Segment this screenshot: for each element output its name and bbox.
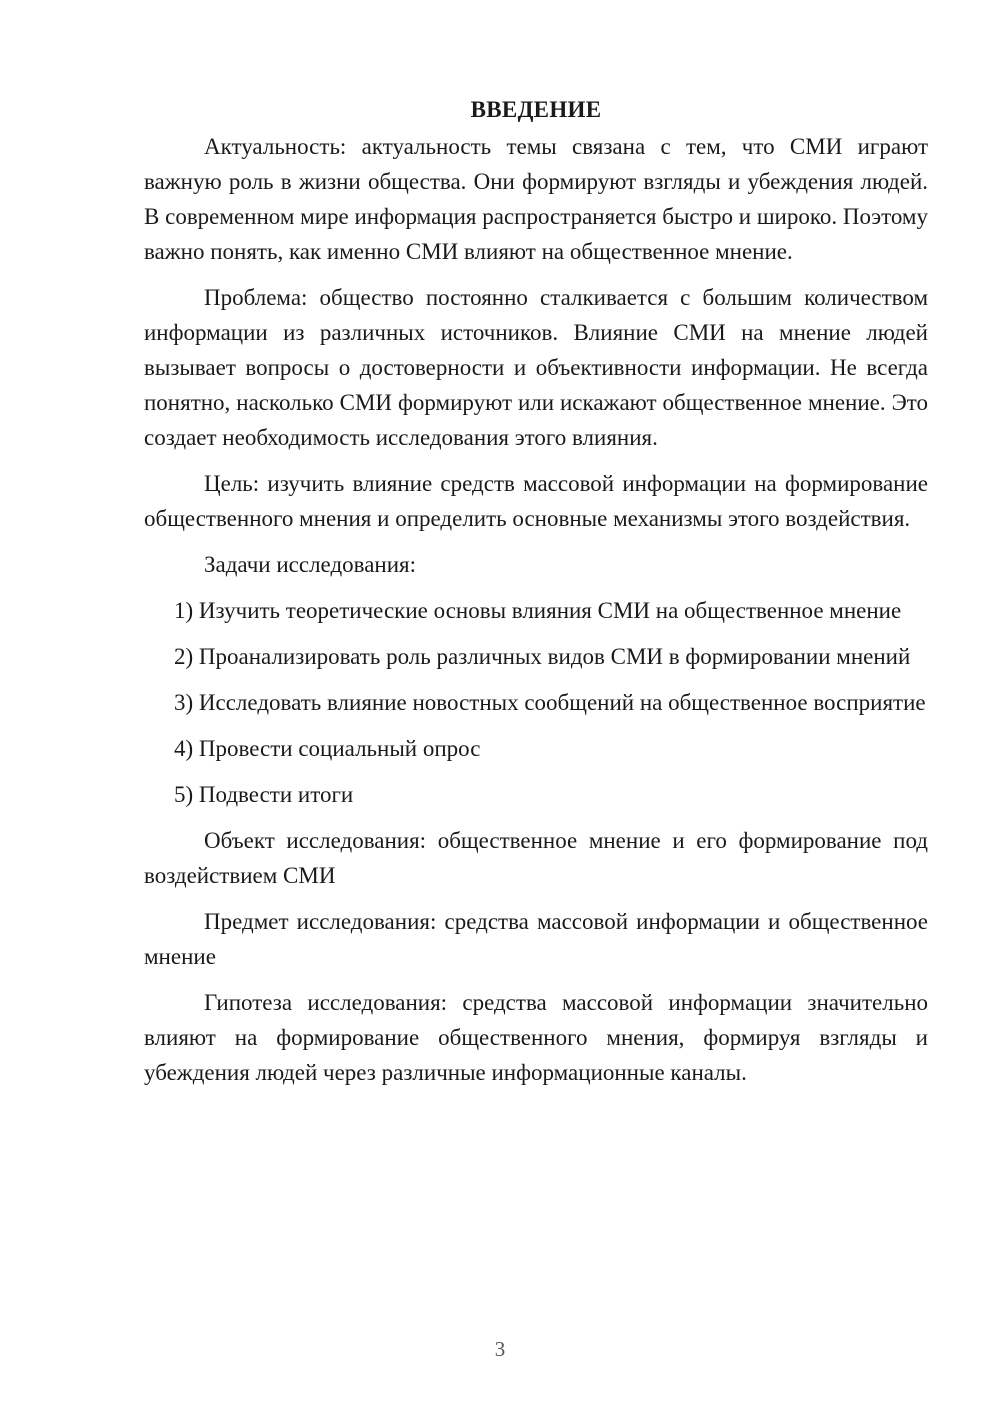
task-item: 2) Проанализировать роль различных видов СМИ в формировании мнений [174,644,911,669]
subject-paragraph: Предмет исследования: средства массовой информации и общественное мнение [144,909,928,969]
hypothesis-paragraph: Гипотеза исследования: средства массовой информации значительно влияют на формирование общественного мнения, формируя взгляды и убеждения людей через различные информационные каналы. [144,990,928,1085]
object-paragraph: Объект исследования: общественное мнение и его формирование под воздействием СМИ [144,828,928,888]
page-title: ВВЕДЕНИЕ [470,97,602,122]
page-content [144,92,928,1101]
task-item: 4) Провести социальный опрос [174,736,481,761]
task-item: 5) Подвести итоги [174,782,354,807]
relevance-paragraph: Актуальность: актуальность темы связана с тем, что СМИ играют важную роль в жизни общества. Они формируют взгляды и убеждения людей. В современном мире информация распространяется быстро и широко. Поэтому важно понять, как именно СМИ влияют на общественное мнение. [144,134,928,264]
tasks-heading: Задачи исследования: [204,552,417,577]
task-item: 1) Изучить теоретические основы влияния СМИ на общественное мнение [174,598,902,623]
task-item: 3) Исследовать влияние новостных сообщений на общественное восприятие [174,690,926,715]
tasks-list [144,593,928,812]
problem-paragraph: Проблема: общество постоянно сталкивается с большим количеством информации из различных источников. Влияние СМИ на мнение людей вызывает вопросы о достоверности и объективности информации. Не всегда понятно, насколько СМИ формируют или искажают общественное мнение. Это создает необходимость исследования этого влияния. [144,285,928,450]
page-number: 3 [494,1337,506,1361]
goal-paragraph: Цель: изучить влияние средств массовой информации на формирование общественного мнения и определить основные механизмы этого воздействия. [144,471,928,531]
